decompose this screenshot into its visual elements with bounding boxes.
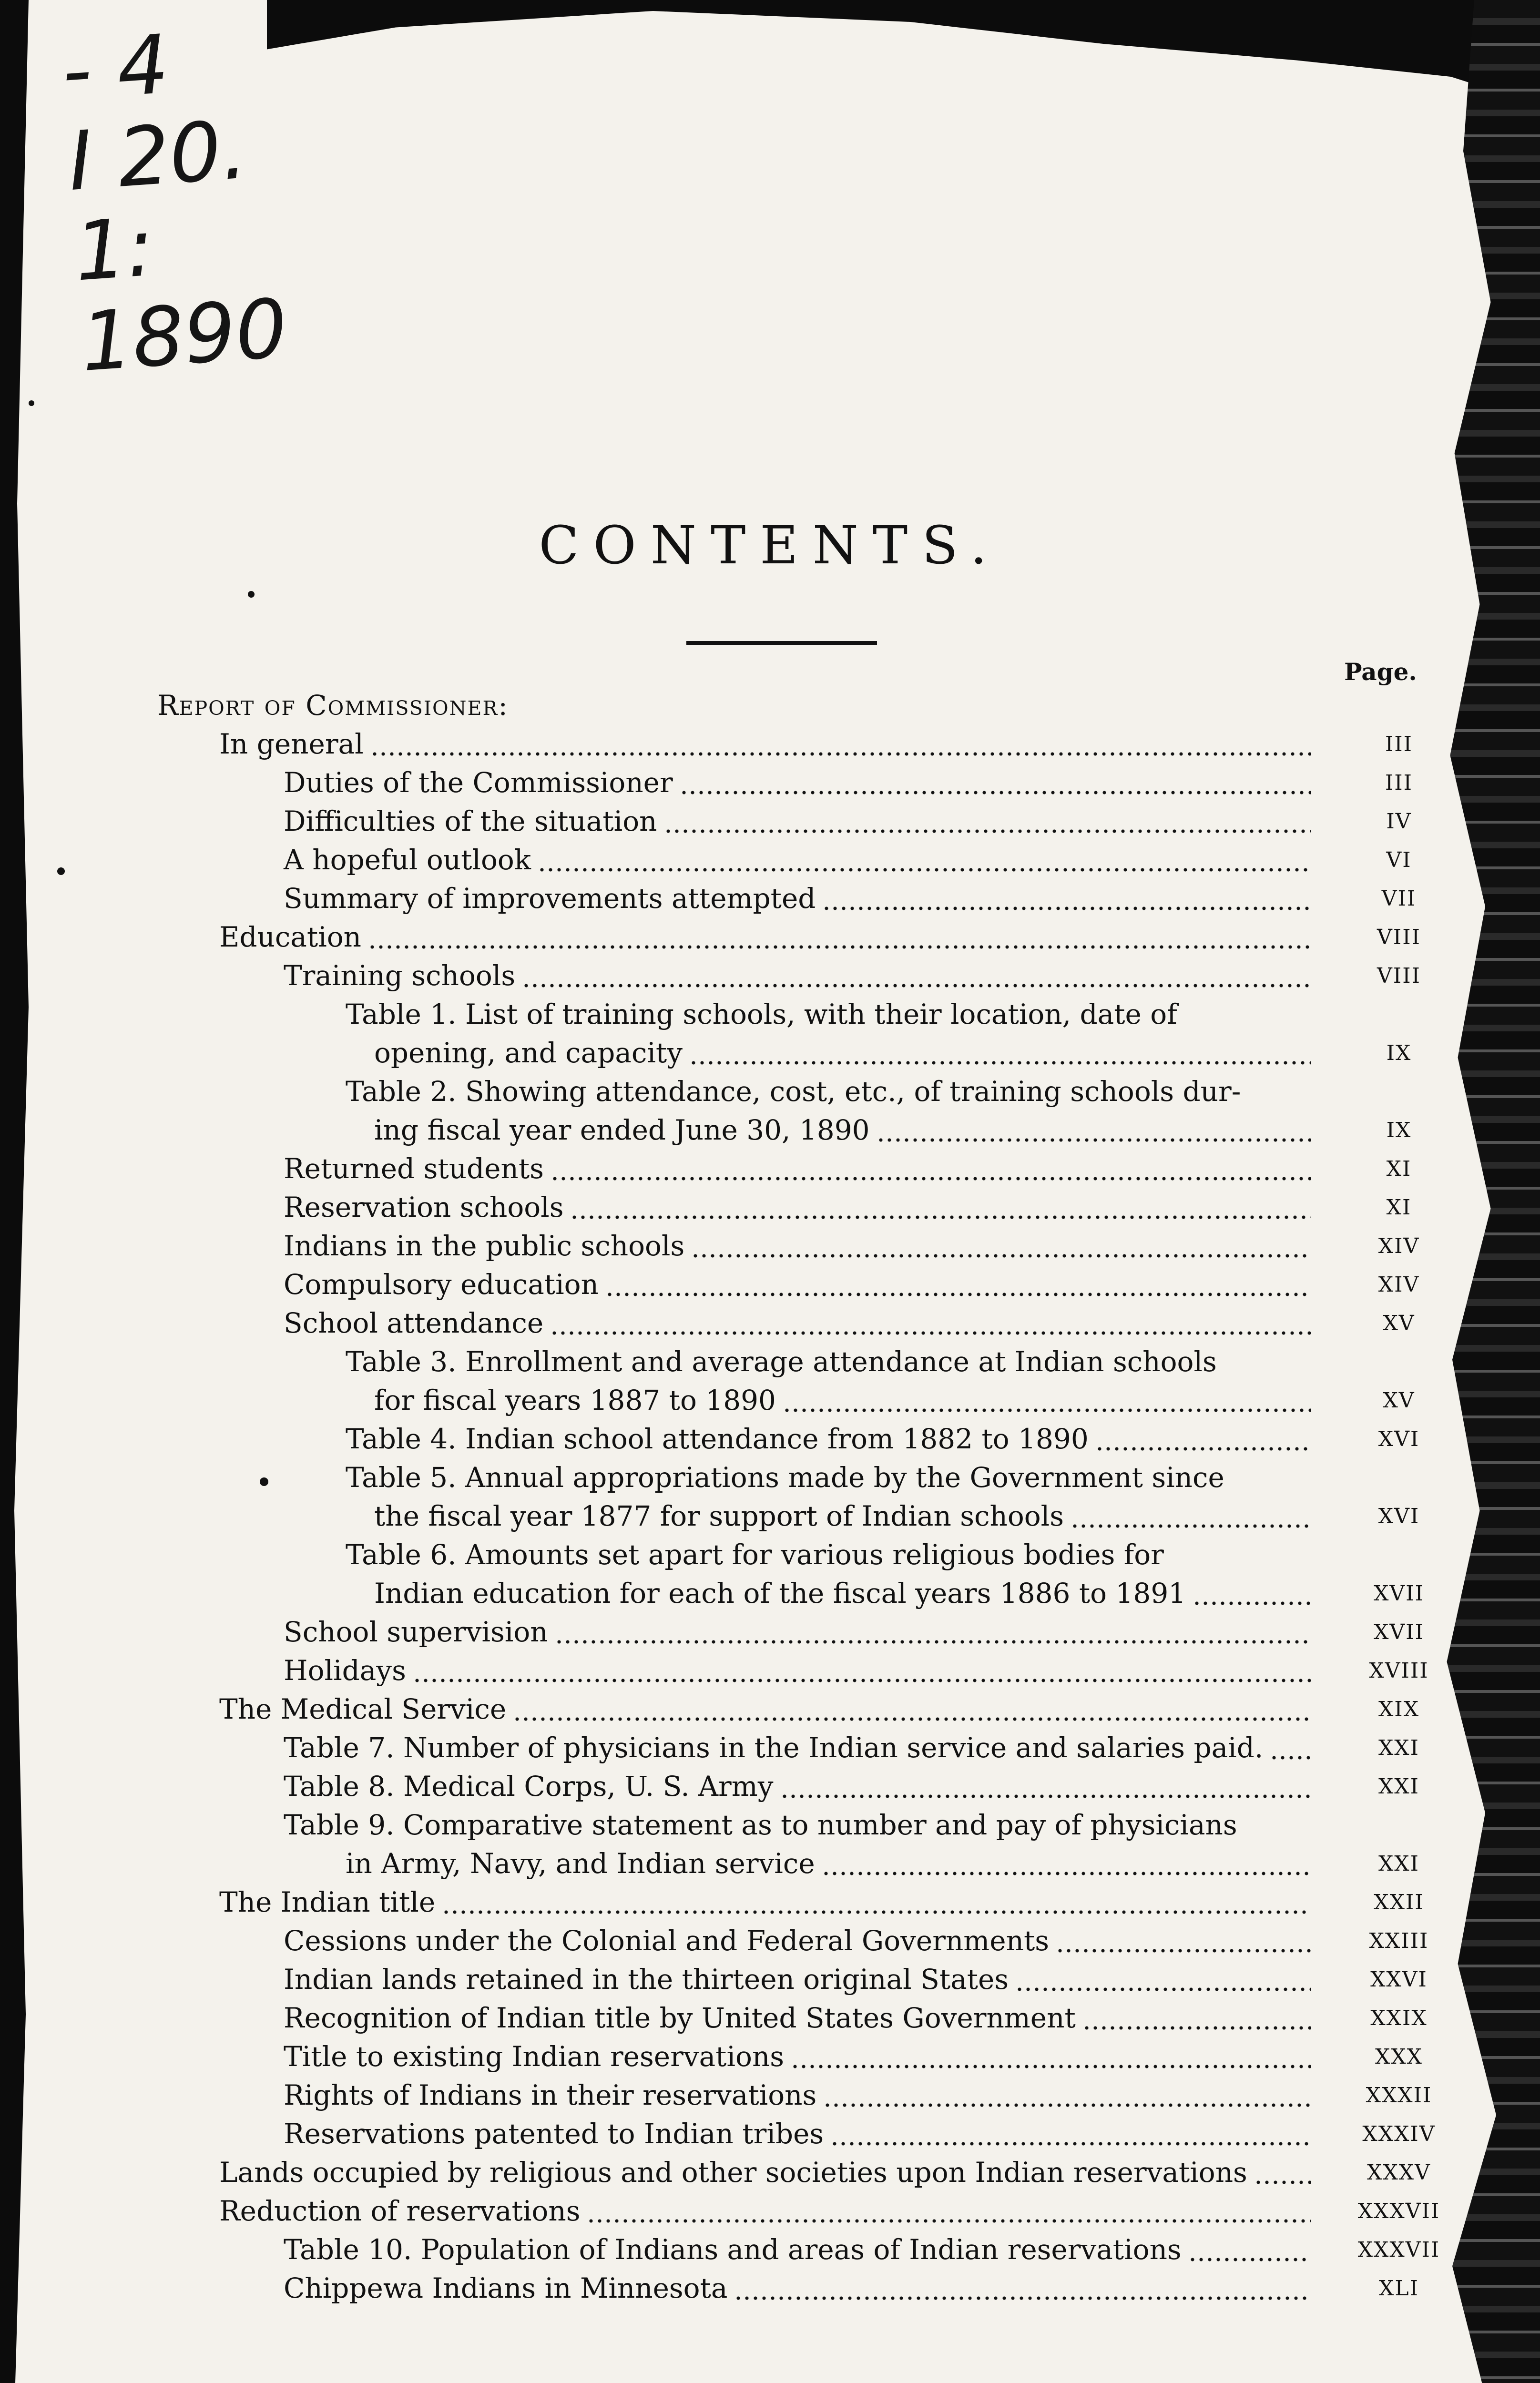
toc-entry-page: IX [1386,1118,1412,1142]
page-column-header: Page. [1344,658,1417,686]
toc-entry-title: Reduction of reservations [219,2195,581,2227]
toc-entry-title: in Army, Navy, and Indian service [346,1847,815,1880]
toc-entry [157,841,1454,879]
toc-entry [157,1034,1454,1072]
toc-entry-title: Cessions under the Colonial and Federal Governments [284,1925,1050,1957]
toc-dot-leader [370,725,1311,764]
toc-entry-page: XXXII [1366,2083,1432,2108]
toc-entry-title: Table 7. Number of physicians in the Indian service and salaries paid. [284,1731,1264,1764]
toc-entry-title: Table 6. Amounts set apart for various religious bodies for [346,1538,1164,1571]
toc-entry-title: Indian lands retained in the thirteen original States [284,1963,1009,1996]
toc-entry-title: Duties of the Commissioner [284,766,673,799]
toc-dot-leader [780,1767,1311,1806]
toc-entry [157,918,1454,957]
toc-entry-page: VI [1386,848,1412,872]
title-rule [686,641,877,645]
toc-entry [157,1343,1454,1381]
toc-dot-leader [555,1613,1311,1651]
toc-dot-leader [1056,1922,1311,1960]
toc-dot-leader [1254,2153,1311,2192]
toc-dot-leader [1095,1420,1311,1458]
toc-entry-page: VIII [1377,925,1421,949]
toc-dot-leader [822,1844,1311,1883]
toc-dot-leader [691,1227,1311,1265]
toc-entry-title: Table 5. Annual appropriations made by the Government since [346,1461,1224,1494]
toc-dot-leader [1193,1574,1311,1613]
toc-entry-title: the fiscal year 1877 for support of Indian schools [374,1500,1064,1532]
toc-dot-leader [413,1651,1311,1690]
scan-speck [57,867,65,875]
toc-entry-page: XVI [1378,1427,1420,1451]
toc-entry-page: XVII [1374,1620,1424,1644]
toc-entry [157,1304,1454,1343]
toc-dot-leader [830,2115,1311,2153]
toc-dot-leader [1082,1999,1311,2037]
toc-dot-leader [1015,1960,1311,1999]
toc-entry [157,2037,1454,2076]
toc-entry [157,2153,1454,2192]
toc-entry-title: Table 4. Indian school attendance from 1882 to 1890 [346,1423,1089,1455]
toc-entry-title: A hopeful outlook [284,844,531,876]
toc-entry [157,1883,1454,1922]
table-of-contents [157,686,1454,2308]
toc-entry-page: VIII [1377,964,1421,988]
toc-entry [157,1844,1454,1883]
toc-entry-title: Indians in the public schools [284,1230,685,1262]
toc-entry-page: XVIII [1369,1659,1429,1683]
toc-dot-leader [570,1188,1311,1227]
toc-entry [157,1111,1454,1150]
toc-entry-page: XXI [1378,1736,1420,1760]
toc-entry [157,1613,1454,1651]
toc-entry [157,2192,1454,2230]
toc-dot-leader [1071,1497,1311,1536]
toc-dot-leader [823,2076,1311,2115]
toc-entry [157,2115,1454,2153]
toc-entry [157,1227,1454,1265]
toc-entry-page: XIV [1378,1234,1420,1258]
toc-dot-leader [822,879,1311,918]
toc-dot-leader [877,1111,1311,1150]
toc-entry [157,1150,1454,1188]
toc-entry-title: Table 1. List of training schools, with their location, date of [346,998,1177,1030]
toc-entry [157,1922,1454,1960]
toc-entry-title: Holidays [284,1654,406,1687]
handwriting-line: - 4 [59,17,172,119]
toc-dot-leader [513,1690,1311,1729]
toc-entry-page: XVI [1378,1504,1420,1528]
toc-entry-page: XLI [1379,2276,1419,2301]
handwriting-line: 1890 [78,281,290,390]
scan-edge-top [267,0,1540,110]
toc-entry-title: Training schools [284,959,516,992]
toc-dot-leader [1188,2230,1311,2269]
toc-entry-title: Table 10. Population of Indians and areas of Indian reservations [284,2233,1182,2266]
toc-dot-leader [664,802,1311,841]
toc-entry-page: XXIX [1370,2006,1428,2030]
toc-entry [157,2230,1454,2269]
toc-dot-leader [368,918,1311,957]
scan-speck [260,1477,268,1486]
toc-entry-title: The Medical Service [219,1693,507,1725]
handwriting-line: 1: [71,200,157,300]
toc-entry-title: Lands occupied by religious and other societies upon Indian reservations [219,2156,1247,2189]
toc-entry [157,1188,1454,1227]
toc-entry [157,957,1454,995]
toc-entry-title: ing fiscal year ended June 30, 1890 [374,1114,870,1146]
toc-entry-title: The Indian title [219,1886,436,1918]
toc-entry-title: Title to existing Indian reservations [284,2040,785,2073]
toc-entry [157,802,1454,841]
toc-dot-leader [783,1381,1311,1420]
toc-entry-title: Report of Commissioner: [157,689,509,722]
handwritten-call-number [59,12,290,388]
toc-entry [157,1381,1454,1420]
toc-entry-title: Compulsory education [284,1268,599,1301]
toc-entry-title: Table 3. Enrollment and average attendance at Indian schools [346,1345,1217,1378]
toc-dot-leader [734,2269,1311,2308]
toc-entry-title: Summary of improvements attempted [284,882,816,915]
toc-dot-leader [550,1304,1311,1343]
toc-entry [157,2076,1454,2115]
toc-entry-page: III [1385,771,1413,795]
toc-entry-page: XV [1383,1388,1415,1413]
toc-entry-page: XV [1383,1311,1415,1335]
toc-entry-page: XXXVII [1357,2238,1440,2262]
scan-speck [248,591,255,598]
toc-entry-page: XXIII [1369,1929,1429,1953]
toc-entry [157,1651,1454,1690]
toc-dot-leader [605,1265,1311,1304]
toc-entry-page: XXXV [1367,2160,1431,2185]
toc-entry [157,1999,1454,2037]
toc-entry-page: XXVI [1370,1967,1428,1992]
toc-entry-title: Indian education for each of the fiscal years 1886 to 1891 [374,1577,1186,1609]
toc-entry [157,1072,1454,1111]
toc-dot-leader [551,1150,1311,1188]
toc-entry-title: Table 8. Medical Corps, U. S. Army [284,1770,774,1803]
toc-entry-title: School supervision [284,1616,548,1648]
toc-dot-leader [442,1883,1311,1922]
page-title: CONTENTS. [539,515,1001,576]
toc-entry [157,995,1454,1034]
toc-dot-leader [1270,1729,1311,1767]
toc-entry-title: School attendance [284,1307,544,1339]
toc-dot-leader [587,2192,1311,2230]
toc-entry-page: XXI [1378,1852,1420,1876]
toc-entry-page: XVII [1374,1581,1424,1606]
toc-entry-title: Difficulties of the situation [284,805,657,837]
handwriting-line: I 20. [65,102,250,210]
toc-entry-title: Table 9. Comparative statement as to number and pay of physicians [284,1809,1237,1841]
toc-entry-page: XI [1386,1157,1412,1181]
toc-entry-title: Table 2. Showing attendance, cost, etc., of training schools dur- [346,1075,1241,1108]
toc-entry-title: Recognition of Indian title by United States Government [284,2002,1076,2034]
toc-entry-title: Returned students [284,1152,544,1185]
toc-entry-title: Chippewa Indians in Minnesota [284,2272,728,2304]
toc-entry [157,1265,1454,1304]
toc-entry [157,2269,1454,2308]
toc-entry [157,1729,1454,1767]
toc-entry [157,1767,1454,1806]
scan-speck [29,400,34,406]
toc-dot-leader [680,764,1311,802]
toc-entry-title: opening, and capacity [374,1037,683,1069]
toc-entry [157,764,1454,802]
toc-entry-page: III [1385,732,1413,756]
toc-entry-page: IX [1386,1041,1412,1065]
toc-entry-title: In general [219,728,364,760]
toc-dot-leader [791,2037,1311,2076]
toc-entry-page: XIX [1378,1697,1420,1721]
toc-entry [157,1806,1454,1844]
toc-entry-title: Reservations patented to Indian tribes [284,2118,824,2150]
toc-entry-page: XIV [1378,1273,1420,1297]
toc-entry-title: for fiscal years 1887 to 1890 [374,1384,776,1416]
toc-dot-leader [522,957,1311,995]
toc-entry-page: IV [1386,809,1412,834]
toc-entry [157,1420,1454,1458]
scan-edge-left [0,0,29,2383]
toc-entry [157,1536,1454,1574]
toc-entry-title: Rights of Indians in their reservations [284,2079,817,2111]
toc-entry-page: XXXIV [1362,2122,1436,2146]
toc-entry-title: Education [219,921,362,953]
toc-entry-page: VII [1381,886,1417,911]
toc-dot-leader [538,841,1311,879]
toc-entry-page: XXXVII [1357,2199,1440,2223]
toc-entry-page: XXII [1374,1890,1424,1915]
toc-entry [157,725,1454,764]
toc-entry [157,879,1454,918]
toc-entry-page: XI [1386,1195,1412,1220]
toc-entry [157,1574,1454,1613]
toc-entry [157,686,1454,725]
toc-entry-page: XXI [1378,1774,1420,1799]
toc-dot-leader [689,1034,1311,1072]
toc-entry-page: XXX [1375,2045,1423,2069]
toc-entry [157,1497,1454,1536]
toc-entry-title: Reservation schools [284,1191,564,1223]
toc-entry [157,1960,1454,1999]
toc-entry [157,1458,1454,1497]
toc-entry [157,1690,1454,1729]
